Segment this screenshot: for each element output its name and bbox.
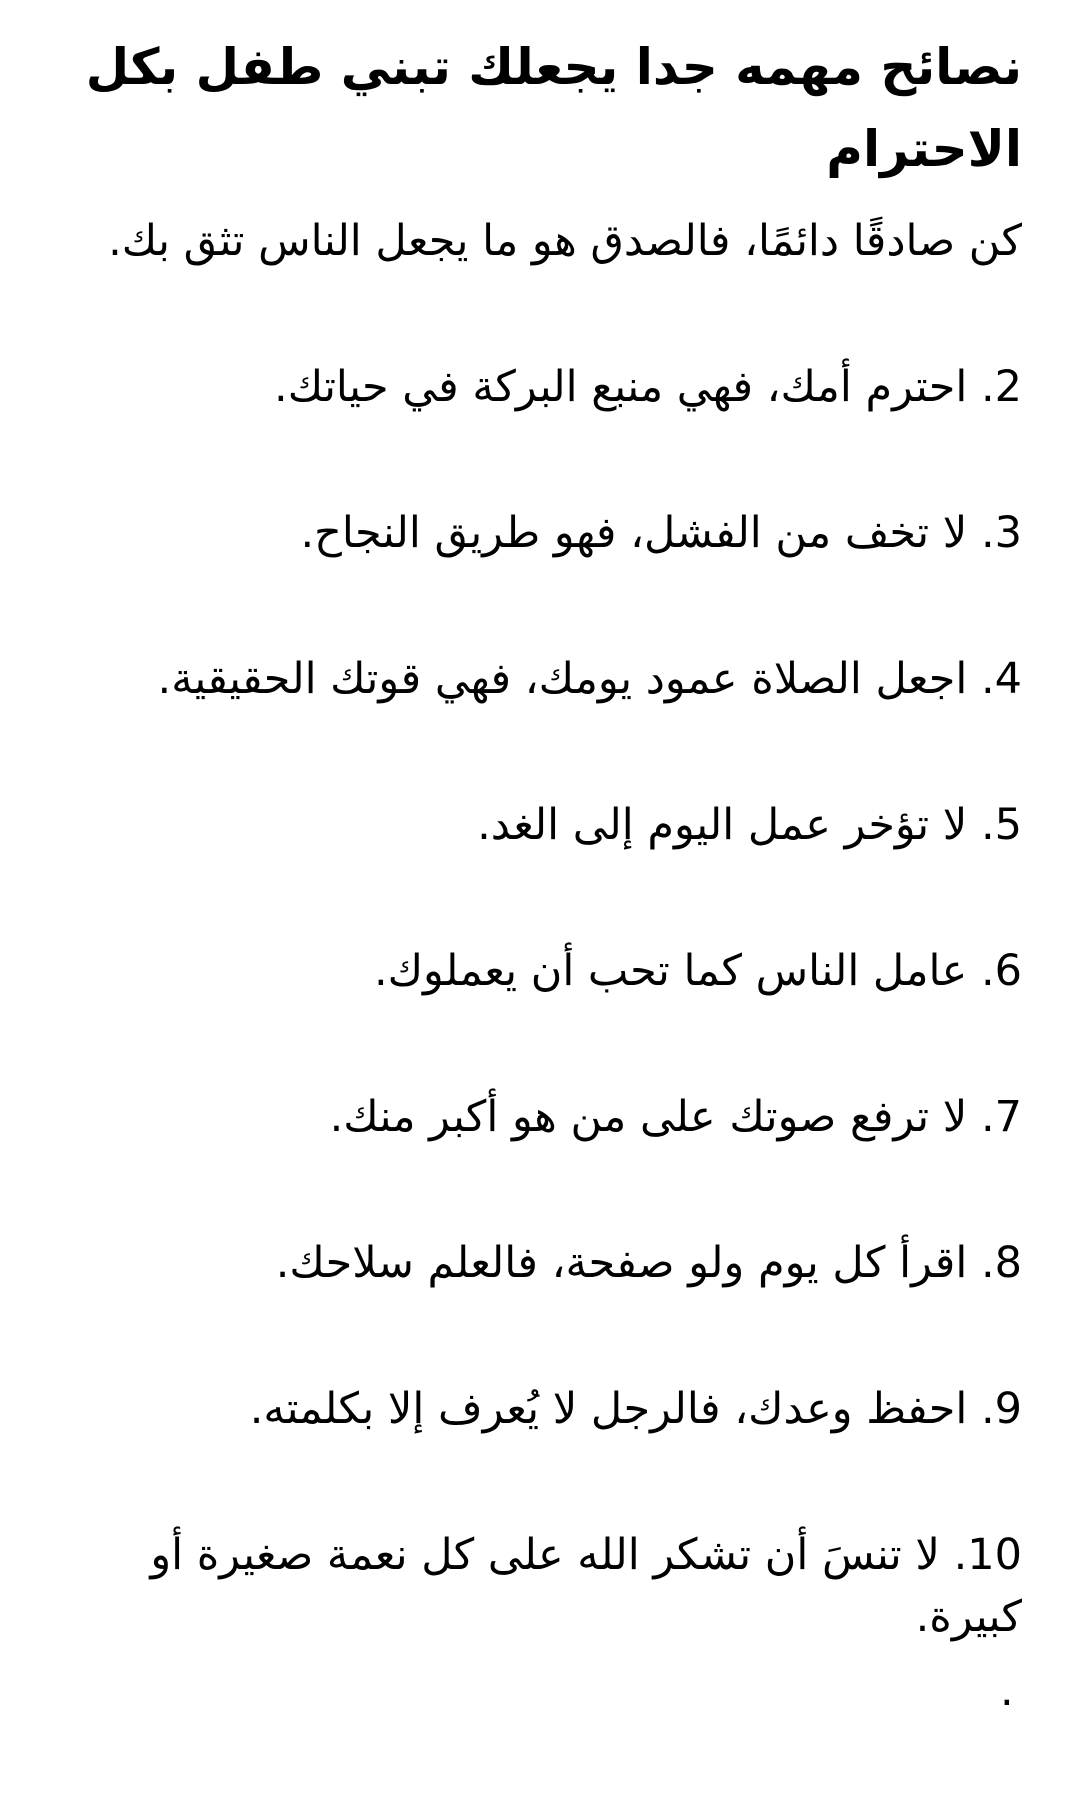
tip-number: 2.	[980, 362, 1022, 412]
article-title: نصائح مهمه جدا يجعلك تبني طفل بكل الاحترام	[85, 38, 1022, 178]
tip-number: 8.	[980, 1238, 1022, 1288]
tip-text: احفظ وعدك، فالرجل لا يُعرف إلا بكلمته.	[249, 1384, 968, 1434]
tip-text: اجعل الصلاة عمود يومك، فهي قوتك الحقيقية.	[157, 654, 968, 704]
tips-list	[40, 356, 1022, 1648]
tip-number: 6.	[980, 946, 1022, 996]
tip-number: 9.	[980, 1384, 1022, 1434]
tip-number: 3.	[980, 508, 1022, 558]
tip-text: لا تخف من الفشل، فهو طريق النجاح.	[300, 508, 968, 558]
tip-text: لا تنسَ أن تشكر الله على كل نعمة صغيرة أو كبيرة.	[150, 1530, 1022, 1642]
tip-item	[40, 1524, 1022, 1648]
intro-tip: كن صادقًا دائمًا، فالصدق هو ما يجعل الناس تثق بك.	[108, 216, 1022, 266]
tip-item	[40, 794, 1022, 856]
tip-text: اقرأ كل يوم ولو صفحة، فالعلم سلاحك.	[275, 1238, 968, 1288]
tip-text: لا ترفع صوتك على من هو أكبر منك.	[329, 1092, 968, 1142]
trailing-dot: .	[1000, 1666, 1014, 1716]
tip-number: 7.	[980, 1092, 1022, 1142]
tip-number: 10.	[953, 1530, 1022, 1580]
tip-number: 4.	[980, 654, 1022, 704]
tip-item	[40, 502, 1022, 564]
tip-item	[40, 1378, 1022, 1440]
tip-number: 5.	[980, 800, 1022, 850]
tip-item	[40, 356, 1022, 418]
tip-item	[40, 1232, 1022, 1294]
tip-text: لا تؤخر عمل اليوم إلى الغد.	[477, 800, 968, 850]
tip-item	[40, 648, 1022, 710]
tip-item	[40, 1086, 1022, 1148]
tip-text: عامل الناس كما تحب أن يعملوك.	[373, 946, 968, 996]
tip-item	[40, 940, 1022, 1002]
tip-text: احترم أمك، فهي منبع البركة في حياتك.	[274, 362, 968, 412]
